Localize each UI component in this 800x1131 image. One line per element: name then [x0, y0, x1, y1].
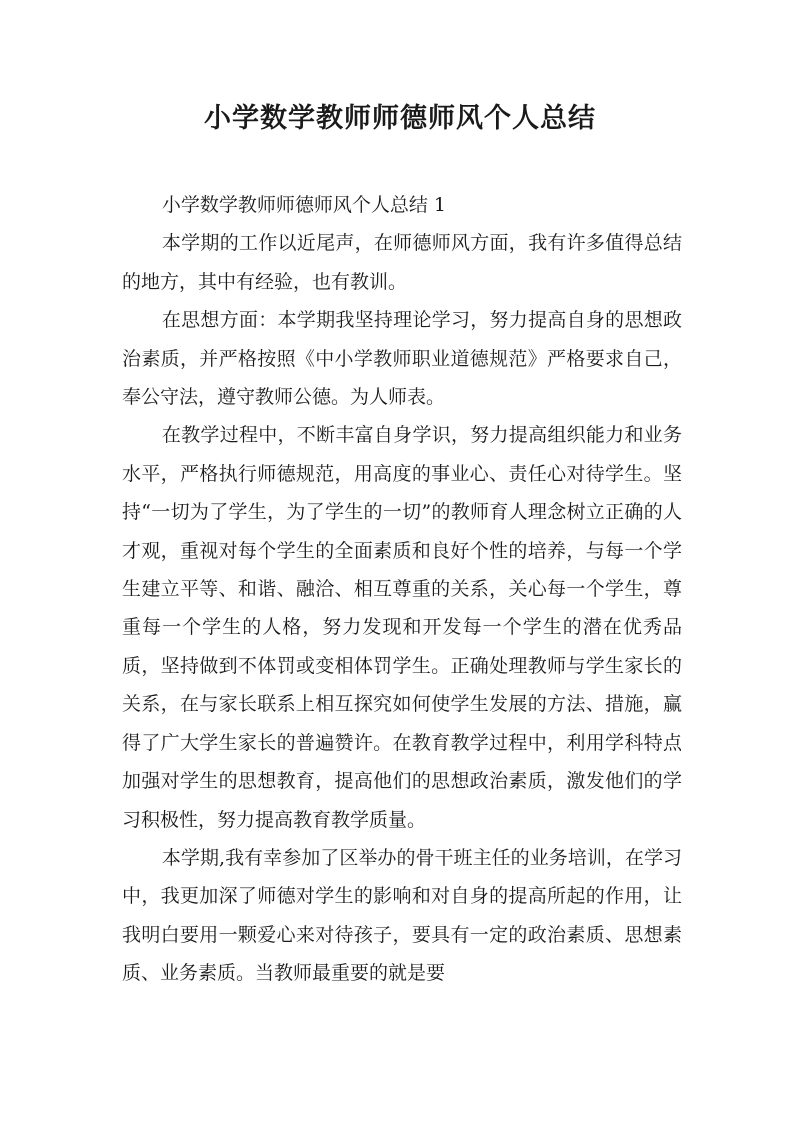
- document-title: 小学数学教师师德师风个人总结: [204, 103, 596, 134]
- paragraph-1: 本学期的工作以近尾声，在师德师风方面，我有许多值得总结的地方，其中有经验，也有教训。: [122, 232, 682, 293]
- paragraph-2: 在思想方面：本学期我坚持理论学习，努力提高自身的思想政治素质，并严格按照《中小学教师职业道德规范》严格要求自己，奉公守法，遵守教师公德。为人师表。: [122, 309, 682, 409]
- paragraph-4: 本学期,我有幸参加了区举办的骨干班主任的业务培训，在学习中，我更加深了师德对学生的影响和对自身的提高所起的作用，让我明白要用一颗爱心来对待孩子，要具有一定的政治素质、思想素质、业务素质。当教师最重要的就是要: [122, 846, 682, 985]
- section-heading: 小学数学教师师德师风个人总结 1: [161, 194, 447, 216]
- paragraph-3: 在教学过程中，不断丰富自身学识，努力提高组织能力和业务水平，严格执行师德规范，用高度的事业心、责任心对待学生。坚持“一切为了学生，为了学生的一切”的教师育人理念树立正确的人才观，重视对每个学生的全面素质和良好个性的培养，与每一个学生建立平等、和谐、融洽、相互尊重的关系，关心每一个学生，尊重每一个学生的人格，努力发现和开发每一个学生的潜在优秀品质，坚持做到不体罚或变相体罚学生。正确处理教师与学生家长的关系，在与家长联系上相互探究如何使学生发展的方法、措施，赢得了广大学生家长的普遍赞许。在教育教学过程中，利用学科特点加强对学生的思想教育，提高他们的思想政治素质，激发他们的学习积极性，努力提高教育教学质量。: [122, 424, 682, 831]
- document-body: [122, 186, 682, 993]
